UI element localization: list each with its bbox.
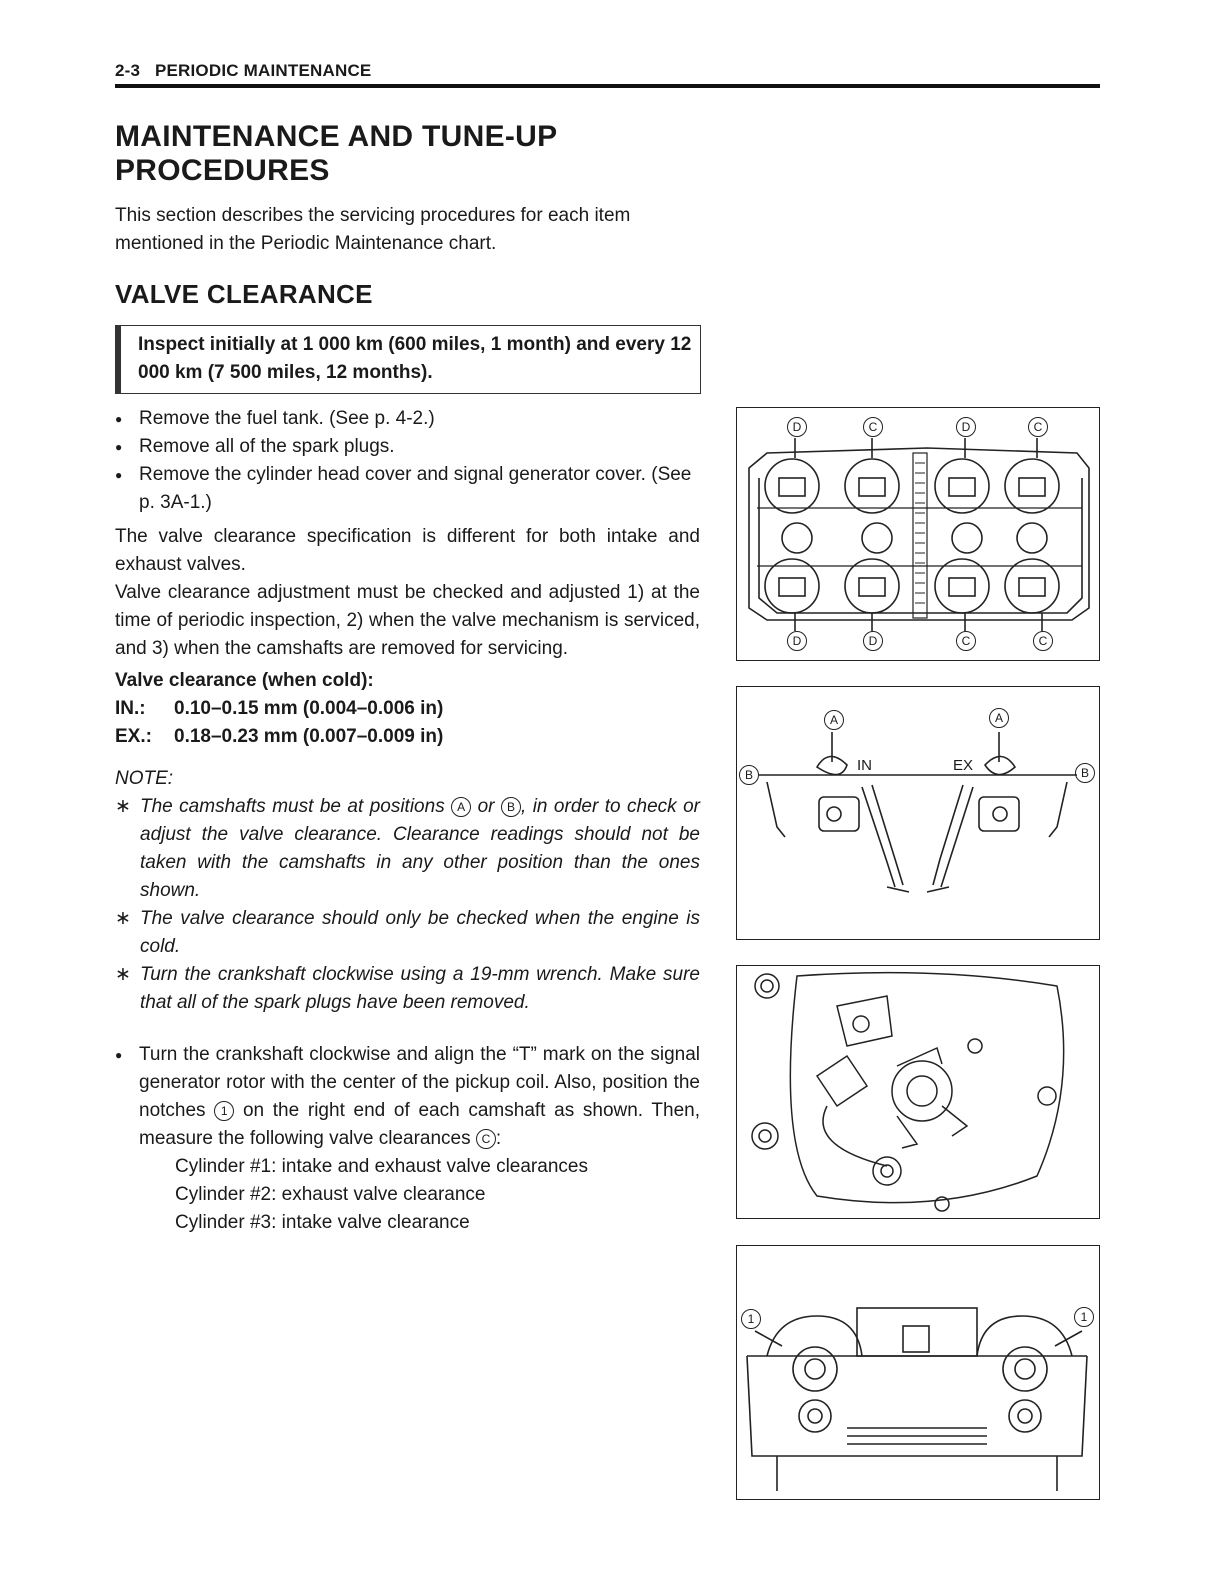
marker-d-icon: D [956, 417, 976, 437]
figure-camshaft-notches [736, 1245, 1100, 1500]
cylinder-line: Cylinder #2: exhaust valve clearance [175, 1184, 486, 1205]
marker-a-icon: A [989, 708, 1009, 728]
section-name: PERIODIC MAINTENANCE [154, 61, 372, 80]
cylinder-line: Cylinder #3: intake valve clearance [175, 1212, 470, 1233]
marker-c-icon: C [476, 1129, 496, 1149]
inspection-interval-box [115, 325, 701, 394]
marker-a-icon: A [451, 797, 471, 817]
figure-cylinder-head-top [736, 407, 1100, 661]
header-rule [115, 84, 1100, 88]
paragraph-adjust-when: Valve clearance adjustment must be checked and adjusted 1) at the time of periodic inspection, 2) when the valve mechanism is serviced, and 3) when the camshafts are removed for servicing. [115, 582, 700, 659]
marker-d-icon: D [863, 631, 883, 651]
list-item: ● Remove all of the spark plugs. [115, 433, 700, 461]
figure-cam-positions [736, 686, 1100, 940]
marker-1-icon: 1 [741, 1309, 761, 1329]
marker-c-icon: C [1028, 417, 1048, 437]
marker-a-icon: A [824, 710, 844, 730]
running-header [115, 61, 371, 81]
page-ref: 2-3 [115, 61, 141, 80]
turn-crankshaft-step [115, 1041, 700, 1153]
removal-steps [115, 405, 700, 517]
marker-d-icon: D [787, 417, 807, 437]
inspection-interval-text: Inspect initially at 1 000 km (600 miles, 1 month) and every 12 000 km (7 500 miles, 12 months). [138, 334, 692, 383]
paragraph-spec-diff: The valve clearance specification is different for both intake and exhaust valves. [115, 526, 700, 575]
intake-label: IN [857, 757, 872, 774]
signal-generator-illustration [737, 966, 1099, 1218]
figure-signal-generator [736, 965, 1100, 1219]
exhaust-label: EX [953, 757, 974, 774]
valve-clearance-heading: VALVE CLEARANCE [115, 279, 373, 309]
cylinder-line: Cylinder #1: intake and exhaust valve clearances [175, 1156, 588, 1177]
list-item: ● Remove the cylinder head cover and signal generator cover. (See p. 3A-1.) [115, 461, 700, 517]
marker-c-icon: C [1033, 631, 1053, 651]
marker-b-icon: B [739, 765, 759, 785]
spec-title: Valve clearance (when cold): [115, 670, 374, 691]
note-item: ∗ Turn the crankshaft clockwise using a 19-mm wrench. Make sure that all of the spark plugs have been removed. [115, 964, 700, 1013]
cam-position-illustration [737, 687, 1099, 939]
note-item: ∗ The valve clearance should only be checked when the engine is cold. [115, 908, 700, 957]
marker-b-icon: B [501, 797, 521, 817]
page-title: MAINTENANCE AND TUNE-UP PROCEDURES [115, 120, 557, 187]
spec-intake: IN.: 0.10–0.15 mm (0.004–0.006 in) [115, 698, 444, 719]
spec-exhaust: EX.: 0.18–0.23 mm (0.007–0.009 in) [115, 726, 444, 747]
main-column [115, 405, 700, 1237]
marker-c-icon: C [863, 417, 883, 437]
list-item: ● Turn the crankshaft clockwise and align the “T” mark on the signal generator rotor with the center of the pickup coil. Also, position the notches 1 on the right end of each camshaft as shown. Then, measure the following valve clearances C : [115, 1041, 700, 1153]
note-item: ∗ The camshafts must be at positions A or B , in order to check or adjust the valve clearance. Clearance readings should not be taken with the camshafts in any other position than the ones shown. [115, 796, 700, 901]
cylinder-head-illustration [737, 408, 1099, 660]
intro-text: This section describes the servicing procedures for each item mentioned in the Periodic Maintenance chart. [115, 205, 631, 254]
marker-1-icon: 1 [214, 1101, 234, 1121]
marker-b-icon: B [1075, 763, 1095, 783]
marker-d-icon: D [787, 631, 807, 651]
camshaft-notch-illustration [737, 1246, 1099, 1499]
marker-1-icon: 1 [1074, 1307, 1094, 1327]
list-item: ● Remove the fuel tank. (See p. 4-2.) [115, 405, 700, 433]
marker-c-icon: C [956, 631, 976, 651]
note-title: NOTE: [115, 768, 174, 789]
